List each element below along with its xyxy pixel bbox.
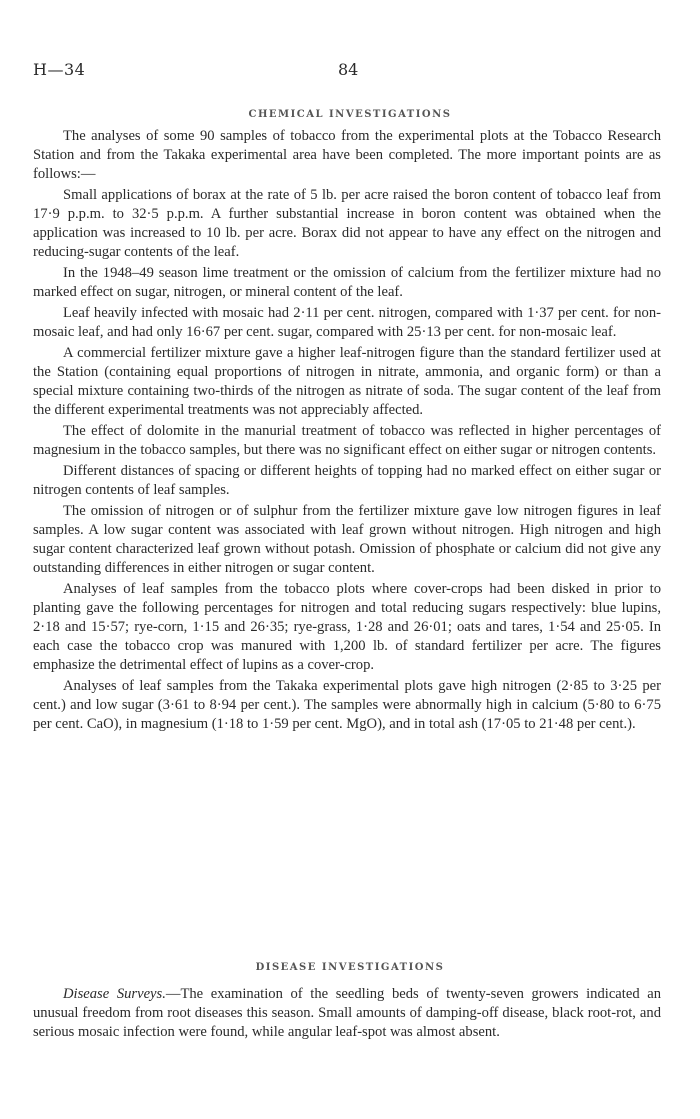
paragraph-mosaic: Leaf heavily infected with mosaic had 2·11 per cent. nitrogen, compared with 1·37 per cent. for non-mosaic leaf, and had only 16·67 per cent. sugar, compared with 25·13 per cent. for non-mosaic leaf. <box>33 305 661 340</box>
paragraph-analyses-intro: The analyses of some 90 samples of tobacco from the experimental plots at the Tobacco Research Station and from the Takaka experimental area have been completed. The more important points are as follows:— <box>33 128 661 182</box>
page-header <box>33 60 667 82</box>
paragraph-disease-surveys <box>33 985 661 1042</box>
disease-section-heading-wrap <box>0 962 700 973</box>
chemical-section-heading-wrap <box>0 109 700 120</box>
paragraph-omission-nitrogen: The omission of nitrogen or of sulphur from the fertilizer mixture gave low nitrogen figures in leaf samples. A low sugar content was associated with leaf grown without nitrogen. High nitrogen and high sugar content characterized leaf grown without potash. Omission of phosphate or calcium did not give any outstanding differences in either nitrogen or sugar content. <box>33 503 661 576</box>
paragraph-borax: Small applications of borax at the rate of 5 lb. per acre raised the boron content of tobacco leaf from 17·9 p.p.m. to 32·5 p.p.m. A further substantial increase in boron content was obtained when the application was increased to 10 lb. per acre. Borax did not appear to have any effect on the nitrogen and reducing-sugar contents of the leaf. <box>33 187 661 260</box>
run-in-heading: Disease Surveys. <box>63 986 166 1002</box>
paragraph-commercial-fertilizer: A commercial fertilizer mixture gave a higher leaf-nitrogen figure than the standard fertilizer used at the Station (containing equal proportions of nitrogen in nitrate, ammonia, and organic form) or than a special mixture containing two-thirds of the nitrogen as nitrate of soda. The sugar content of the leaf from the different experimental treatments was not appreciably affected. <box>33 345 661 418</box>
disease-section-title: DISEASE INVESTIGATIONS <box>255 962 445 973</box>
disease-section-body <box>33 985 661 1042</box>
chemical-section-body <box>33 127 661 734</box>
paragraph-lime-treatment: In the 1948–49 season lime treatment or the omission of calcium from the fertilizer mixture had no marked effect on sugar, nitrogen, or mineral content of the leaf. <box>33 265 661 300</box>
disease-surveys-text: —The examination of the seedling beds of twenty-seven growers indicated an unusual freedom from root diseases this season. Small amounts of damping-off disease, black root-rot, and serious mosaic infection were found, while angular leaf-spot was almost absent. <box>33 986 661 1040</box>
paragraph-dolomite: The effect of dolomite in the manurial treatment of tobacco was reflected in higher percentages of magnesium in the tobacco samples, but there was no significant effect on either sugar or nitrogen contents. <box>33 423 661 458</box>
paragraph-spacing-topping: Different distances of spacing or different heights of topping had no marked effect on either sugar or nitrogen contents of leaf samples. <box>33 463 661 498</box>
document-code: H—34 <box>33 60 86 79</box>
paragraph-cover-crops: Analyses of leaf samples from the tobacco plots where cover-crops had been disked in prior to planting gave the following percentages for nitrogen and total reducing sugars respectively: blue lupins, 2·18 and 15·57; rye-corn, 1·15 and 26·35; rye-grass, 1·28 and 26·01; oats and tares, 1·54 and 25·05. In each case the tobacco crop was manured with 1,200 lb. of standard fertilizer per acre. The figures emphasize the detrimental effect of lupins as a cover-crop. <box>33 581 661 673</box>
page-number: 84 <box>338 60 359 79</box>
chemical-section-title: CHEMICAL INVESTIGATIONS <box>248 109 452 120</box>
paragraph-takaka: Analyses of leaf samples from the Takaka experimental plots gave high nitrogen (2·85 to 3·25 per cent.) and low sugar (3·61 to 8·94 per cent.). The samples were abnormally high in calcium (5·80 to 6·75 per cent. CaO), in magnesium (1·18 to 1·59 per cent. MgO), and in total ash (17·05 to 21·48 per cent.). <box>33 678 661 732</box>
